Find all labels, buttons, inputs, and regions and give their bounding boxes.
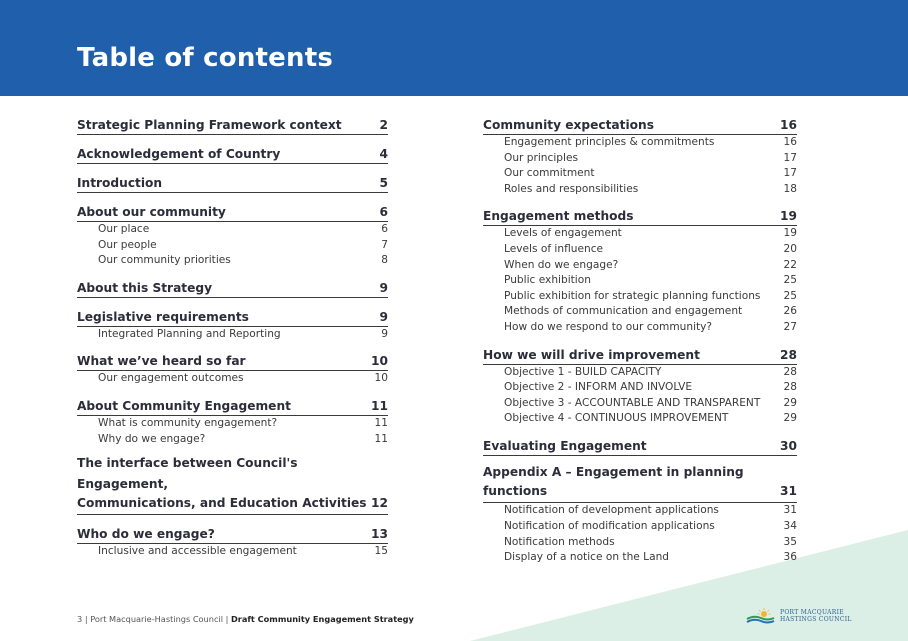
toc-subitem[interactable]	[98, 238, 388, 254]
toc-subitem-title: Objective 4 - CONTINUOUS IMPROVEMENT	[504, 412, 729, 425]
toc-section	[77, 354, 388, 387]
toc-section-heading[interactable]	[77, 118, 388, 135]
toc-section	[483, 348, 797, 427]
toc-subitem[interactable]	[98, 222, 388, 238]
toc-section	[483, 209, 797, 335]
toc-section-heading[interactable]	[483, 118, 797, 135]
toc-page-number: 16	[783, 136, 797, 148]
toc-subitem[interactable]	[504, 242, 797, 258]
toc-subitems	[504, 365, 797, 427]
toc-section-heading[interactable]	[77, 399, 388, 416]
toc-subitem-title: Our people	[98, 238, 157, 251]
toc-page-number: 20	[783, 242, 797, 255]
toc-section-heading[interactable]	[483, 439, 797, 456]
toc-page-number: 9	[379, 309, 388, 324]
toc-page-number: 36	[783, 551, 797, 564]
council-logo-text: PORT MACQUARIE HASTINGS COUNCIL	[780, 609, 852, 623]
toc-page-number: 26	[783, 305, 797, 318]
toc-subitem-title: Public exhibition	[504, 274, 591, 287]
toc-section	[483, 118, 797, 197]
toc-page-number: 29	[783, 412, 797, 425]
toc-subitem[interactable]	[504, 411, 797, 427]
toc-page-number: 34	[783, 520, 797, 532]
toc-heading-line	[483, 482, 797, 503]
toc-subitem[interactable]	[504, 519, 797, 535]
toc-page-number: 35	[783, 535, 797, 548]
toc-section-heading[interactable]	[77, 310, 388, 327]
toc-page-number: 5	[379, 176, 388, 190]
toc-heading-title: The interface between Council's Engagement,	[77, 456, 298, 491]
toc-subitem[interactable]	[504, 166, 797, 182]
toc-subitems	[98, 544, 388, 560]
toc-heading-title: Appendix A – Engagement in planning	[483, 464, 744, 479]
header-banner	[0, 0, 908, 96]
toc-heading-title: Engagement methods	[483, 209, 634, 224]
toc-page-number: 22	[783, 258, 797, 271]
toc-page-number: 17	[783, 151, 797, 164]
toc-section	[77, 147, 388, 164]
toc-subitem-title: Inclusive and accessible engagement	[98, 545, 297, 558]
footer-page-number: 3	[77, 614, 83, 624]
footer-separator: |	[225, 614, 231, 624]
toc-page-number: 29	[783, 396, 797, 409]
toc-section	[77, 453, 388, 515]
toc-page-number: 30	[780, 438, 797, 453]
toc-section-heading[interactable]	[77, 281, 388, 298]
toc-subitem[interactable]	[504, 396, 797, 412]
toc-page-number: 15	[374, 545, 388, 558]
toc-heading-title: Legislative requirements	[77, 309, 249, 324]
toc-subitem[interactable]	[504, 550, 797, 566]
toc-subitem-title: Objective 3 - ACCOUNTABLE AND TRANSPARENT	[504, 396, 761, 409]
toc-subitem-title: Our engagement outcomes	[98, 372, 244, 385]
toc-page-number: 8	[381, 254, 388, 267]
toc-heading-title: Introduction	[77, 176, 163, 190]
footer-organisation: Port Macquarie-Hastings Council	[90, 614, 223, 624]
toc-page-number: 16	[780, 118, 797, 132]
toc-heading-title: Acknowledgement of Country	[77, 147, 281, 161]
toc-page-number: 25	[783, 289, 797, 302]
toc-subitem-title: Methods of communication and engagement	[504, 305, 743, 318]
toc-page-number: 12	[371, 496, 388, 511]
toc-page-number: 2	[379, 118, 388, 132]
toc-subitem[interactable]	[504, 365, 797, 381]
toc-subitem[interactable]	[98, 416, 388, 432]
toc-subitem[interactable]	[98, 544, 388, 560]
toc-subitem[interactable]	[504, 151, 797, 167]
toc-subitem-title: Notification of modification applications	[504, 520, 715, 532]
toc-subitem-title: What is community engagement?	[98, 416, 278, 429]
toc-subitem-title: Objective 2 - INFORM AND INVOLVE	[504, 381, 693, 394]
toc-section-heading[interactable]	[77, 527, 388, 544]
toc-page-number: 6	[381, 223, 388, 235]
toc-subitem-title: Integrated Planning and Reporting	[98, 327, 281, 340]
toc-section-heading[interactable]	[77, 205, 388, 222]
toc-subitem[interactable]	[504, 503, 797, 519]
toc-subitem[interactable]	[98, 253, 388, 269]
toc-page-number: 19	[780, 209, 797, 224]
toc-left-column	[77, 112, 388, 560]
toc-subitems	[98, 416, 388, 447]
toc-subitem-title: How do we respond to our community?	[504, 320, 713, 333]
toc-subitem-title: Our principles	[504, 151, 578, 164]
toc-subitem[interactable]	[504, 226, 797, 242]
toc-heading-title: Communications, and Education Activities	[77, 496, 367, 511]
footer-document-title: Draft Community Engagement Strategy	[230, 614, 414, 624]
toc-page-number: 9	[379, 280, 388, 295]
toc-subitems	[98, 327, 388, 343]
toc-section	[77, 527, 388, 560]
toc-section	[77, 310, 388, 343]
toc-heading-title: What we’ve heard so far	[77, 354, 246, 369]
toc-heading-title: About Community Engagement	[77, 398, 291, 413]
toc-subitem[interactable]	[98, 327, 388, 343]
toc-heading-line	[483, 462, 797, 483]
toc-section	[77, 281, 388, 298]
toc-section	[77, 176, 388, 193]
toc-subitem-title: Our community priorities	[98, 254, 231, 267]
toc-heading-title: About this Strategy	[77, 280, 213, 295]
toc-heading-title: Community expectations	[483, 118, 654, 132]
toc-subitem-title: Objective 1 - BUILD CAPACITY	[504, 365, 662, 378]
toc-page-number: 7	[381, 238, 388, 251]
toc-page-number: 25	[783, 274, 797, 287]
toc-subitems	[98, 371, 388, 387]
toc-page-number: 19	[783, 227, 797, 240]
toc-section-heading[interactable]	[77, 176, 388, 193]
toc-page-number: 11	[374, 432, 388, 445]
footer-separator: |	[84, 614, 91, 624]
toc-page-number: 31	[783, 504, 797, 517]
toc-subitem-title: Levels of influence	[504, 242, 604, 255]
toc-section	[483, 439, 797, 456]
toc-subitem[interactable]	[504, 304, 797, 320]
toc-section-heading[interactable]	[77, 147, 388, 164]
toc-section	[483, 462, 797, 566]
toc-subitem[interactable]	[504, 535, 797, 551]
toc-page-number: 11	[371, 398, 388, 413]
toc-subitem-title: Notification of development applications	[504, 504, 719, 517]
toc-subitem[interactable]	[504, 380, 797, 396]
toc-subitem[interactable]	[504, 320, 797, 336]
toc-subitem[interactable]	[504, 258, 797, 274]
toc-section-heading[interactable]	[483, 348, 797, 365]
toc-subitem-title: Notification methods	[504, 535, 615, 548]
toc-page-number: 17	[783, 167, 797, 180]
toc-section-heading[interactable]	[77, 453, 388, 515]
toc-page-number: 10	[374, 372, 388, 385]
toc-subitem-title: Levels of engagement	[504, 227, 622, 240]
toc-page-number: 4	[379, 147, 388, 161]
toc-page-number: 9	[381, 327, 388, 340]
toc-subitem-title: Display of a notice on the Land	[504, 551, 670, 564]
toc-subitem-title: Public exhibition for strategic planning functions	[504, 289, 761, 302]
toc-subitem[interactable]	[504, 135, 797, 151]
toc-heading-title: functions	[483, 484, 548, 499]
toc-page-number: 13	[371, 527, 388, 542]
toc-page-number: 11	[374, 416, 388, 429]
toc-subitem-title: Roles and responsibilities	[504, 182, 639, 195]
toc-section	[77, 399, 388, 447]
toc-subitems	[504, 226, 797, 335]
toc-page-number: 28	[783, 381, 797, 394]
page-title: Table of contents	[77, 43, 334, 73]
toc-subitem-title: Our place	[98, 223, 150, 235]
toc-subitem-title: Engagement principles & commitments	[504, 136, 715, 148]
toc-page-number: 10	[371, 354, 388, 369]
toc-page-number: 28	[780, 347, 797, 362]
toc-section-heading[interactable]	[483, 209, 797, 226]
toc-subitem-title: Our commitment	[504, 167, 595, 180]
toc-subitems	[504, 503, 797, 565]
toc-subitem[interactable]	[504, 289, 797, 305]
toc-page-number: 18	[783, 182, 797, 195]
toc-page-number: 27	[783, 320, 797, 333]
toc-subitem[interactable]	[98, 432, 388, 448]
toc-subitems	[504, 135, 797, 197]
toc-subitem[interactable]	[504, 273, 797, 289]
toc-section-heading[interactable]	[483, 462, 797, 504]
toc-heading-title: Evaluating Engagement	[483, 438, 647, 453]
toc-heading-title: Strategic Planning Framework context	[77, 118, 342, 132]
toc-subitem[interactable]	[504, 182, 797, 198]
toc-heading-title: About our community	[77, 205, 226, 219]
toc-subitem-title: When do we engage?	[504, 258, 619, 271]
toc-heading-line	[77, 494, 388, 515]
toc-heading-line	[77, 453, 388, 494]
toc-page-number: 31	[780, 484, 797, 499]
page-footer	[77, 614, 414, 624]
toc-right-column	[483, 112, 797, 566]
toc-page-number: 6	[379, 205, 388, 219]
toc-heading-title: How we will drive improvement	[483, 347, 700, 362]
toc-section	[77, 118, 388, 135]
toc-subitem-title: Why do we engage?	[98, 432, 206, 445]
toc-subitem[interactable]	[98, 371, 388, 387]
toc-page-number: 28	[783, 365, 797, 378]
toc-section	[77, 205, 388, 269]
toc-section-heading[interactable]	[77, 354, 388, 371]
toc-heading-title: Who do we engage?	[77, 527, 215, 542]
toc-subitems	[98, 222, 388, 269]
